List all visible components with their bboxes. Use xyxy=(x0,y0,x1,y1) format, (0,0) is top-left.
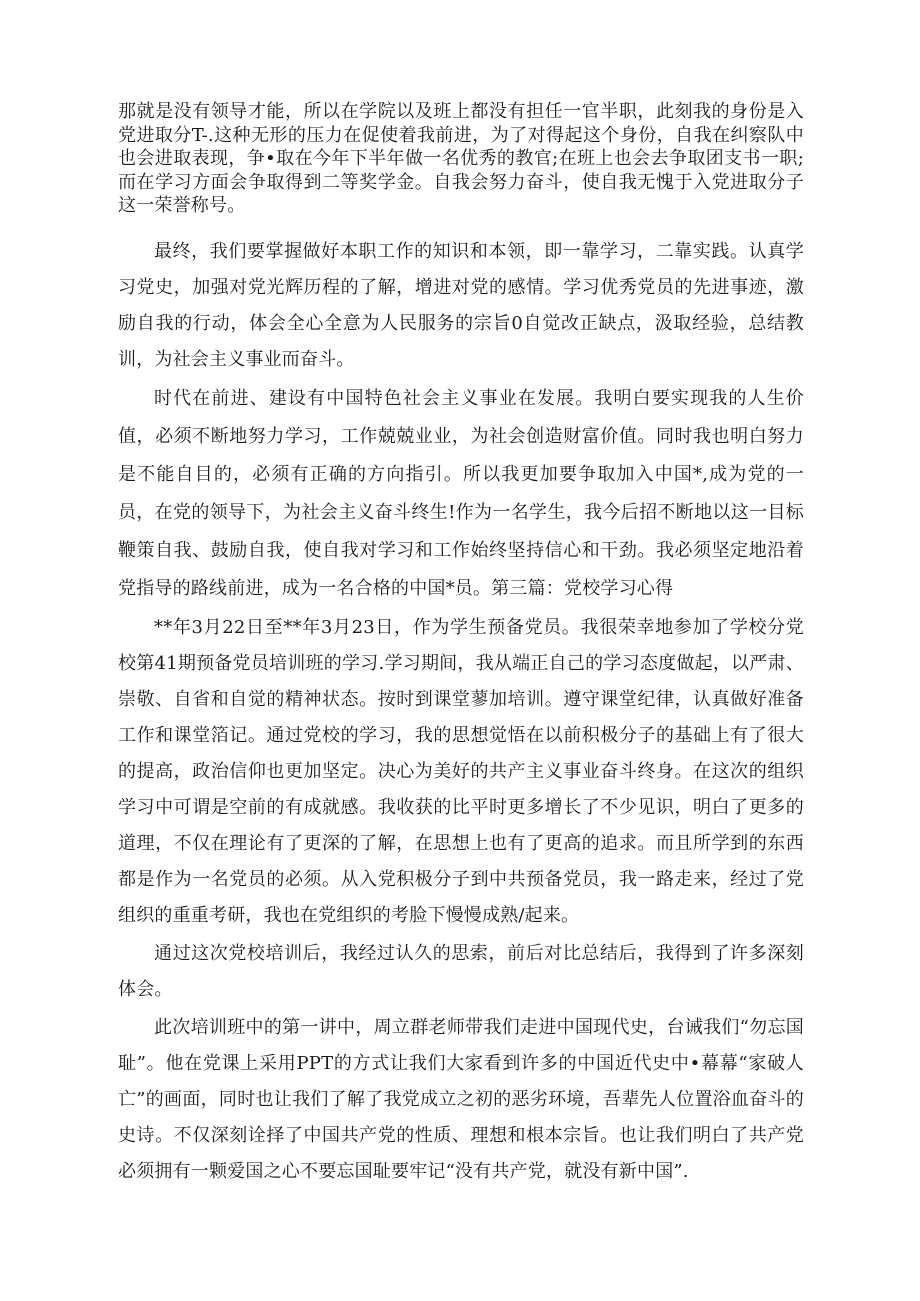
paragraph-3: 时代在前进、建设有中国特色社会主义事业在发展。我明白要实现我的人生价值，必须不断地努力学习，工作兢兢业业，为社会创造财富价值。同时我也明白努力是不能自目的，必须有正确的方向指引。所以我更加要争取加入中国*,成为党的一员，在党的领导下，为社会主义奋斗终生!作为一名学生，我今后招不断地以这一目标鞭策自我、鼓励自我，使自我对学习和工作始终坚持信心和干劲。我必须坚定地沿着党指导的路线前进，成为一名合格的中国*员。第三篇：党校学习心得 xyxy=(118,387,804,599)
paragraph-1: 那就是没有领导才能，所以在学院以及班上都没有担任一官半职，此刻我的身份是入党进取分T-.这种无形的压力在促使着我前进，为了对得起这个身份，自我在纠察队中也会进取表现，争•取在今年下半年做一名优秀的教官;在班上也会去争取团支书一职;而在学习方面会争取得到二等奖学金。自我会努力奋斗，使自我无愧于入党进取分子这一荣誉称号。 xyxy=(118,101,804,216)
paragraph-5: 通过这次党校培训后，我经过认久的思索，前后对比总结后，我得到了许多深刻体会。 xyxy=(118,942,804,1000)
paragraph-4: **年3月22日至**年3月23日，作为学生预备党员。我很荣幸地参加了学校分党校第41期预备党员培训班的学习.学习期间，我从端正自己的学习态度做起，以严肃、崇敬、自省和自觉的精神状态。按时到课堂蓼加培训。遵守课堂纪律，认真做好准备工作和课堂箔记。通过党校的学习，我的思想觉悟在以前积极分子的基础上有了很大的提高，政治信仰也更加坚定。决心为美好的共产主义事业奋斗终身。在这次的组织学习中可谓是空前的有成就感。我收获的比平时更多增长了不少见识，明白了更多的道理，不仅在理论有了更深的了解，在思想上也有了更高的追求。而且所学到的东西都是作为一名党员的必须。从入党积极分子到中共预备党员，我一路走来，经过了党组织的重重考研，我也在党组织的考脸下慢慢成熟/起来。 xyxy=(118,616,804,926)
paragraph-6: 此次培训班中的第一讲中，周立群老师带我们走进中国现代史，台诫我们“勿忘国耻”。他在党课上采用PPT的方式让我们大家看到许多的中国近代史中•幕幕“家破人亡”的画面，同时也让我们了解了我党成立之初的恶劣环境，吾辈先人位置浴血奋斗的史诗。不仅深刻诠择了中国共产党的性质、理想和根本宗旨。也让我们明白了共产党必须拥有一颗爱国之心不要忘国耻要牢记“没有共产党，就没有新中国”. xyxy=(118,1016,804,1182)
paragraph-2: 最终，我们要掌握做好本职工作的知识和本领，即一靠学习，二靠实践。认真学习党史，加强对党光辉历程的了解，增进对党的感情。学习优秀党员的先进事迹，激励自我的行动，体会全心全意为人民服务的宗旨0自觉改正缺点，汲取经验，总结教训，为社会主义事业而奋斗。 xyxy=(118,240,804,370)
document-page xyxy=(118,100,804,1192)
